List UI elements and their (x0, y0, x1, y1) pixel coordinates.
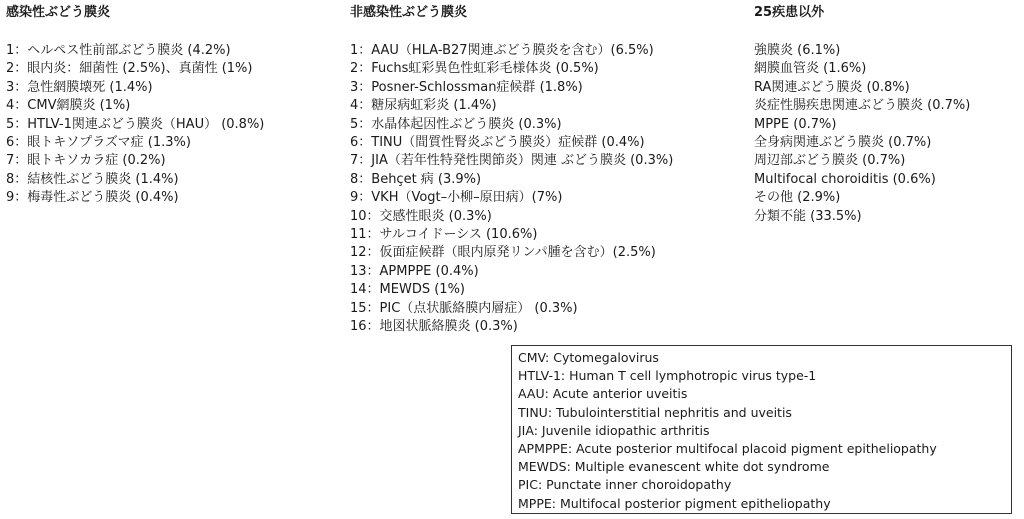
list-item: 3：急性網膜壊死 (1.4%) (6, 79, 153, 95)
list-item: 1：AAU（HLA-B27関連ぶどう膜炎を含む）(6.5%) (350, 43, 654, 58)
abbreviation-item: TINU: Tubulointerstitial nephritis and uveitis (518, 404, 792, 420)
abbreviation-item: MPPE: Multifocal posterior pigment epitheliopathy (518, 495, 831, 511)
list-item: 5：HTLV-1関連ぶどう膜炎（HAU） (0.8%) (6, 116, 265, 132)
list-item: 2：眼内炎：細菌性 (2.5%)、真菌性 (1%) (6, 61, 253, 77)
abbreviation-item: AAU: Acute anterior uveitis (518, 386, 688, 402)
list-item: その他 (2.9%) (754, 190, 841, 206)
list-item: 9：梅毒性ぶどう膜炎 (0.4%) (6, 190, 179, 206)
list-item: 4：糖尿病虹彩炎 (1.4%) (350, 98, 497, 114)
other-diseases-title: 25疾患以外 (754, 5, 825, 20)
abbreviation-item: CMV: Cytomegalovirus (518, 350, 659, 365)
other-diseases-column (754, 4, 1022, 226)
abbreviation-item: APMPPE: Acute posterior multifocal placoid pigment epitheliopathy (518, 441, 937, 457)
noninfectious-uveitis-title: 非感染性ぶどう膜炎 (350, 5, 468, 20)
list-item: 15：PIC（点状脈絡膜内層症） (0.3%) (350, 300, 578, 316)
list-item: 10：交感性眼炎 (0.3%) (350, 208, 492, 224)
list-item: 12：仮面症候群（眼内原発リンパ腫を含む）(2.5%) (350, 245, 656, 261)
list-item: 1：ヘルペス性前部ぶどう膜炎 (4.2%) (6, 43, 231, 58)
list-item: 7：眼トキソカラ症 (0.2%) (6, 153, 166, 169)
list-item: 強膜炎 (6.1%) (754, 43, 841, 58)
abbreviation-item: PIC: Punctate inner choroidopathy (518, 477, 732, 493)
list-item: RA関連ぶどう膜炎 (0.8%) (754, 79, 910, 95)
list-item: 分類不能 (33.5%) (754, 208, 862, 224)
other-diseases-list (754, 42, 1022, 226)
list-item: 6：眼トキソプラズマ症 (1.3%) (6, 135, 191, 151)
list-item: MPPE (0.7%) (754, 116, 837, 132)
infectious-uveitis-list (6, 42, 336, 208)
list-item: 8：結核性ぶどう膜炎 (1.4%) (6, 171, 179, 187)
list-item: 全身病関連ぶどう膜炎 (0.7%) (754, 135, 932, 151)
list-item: 8：Behçet 病 (3.9%) (350, 171, 482, 187)
list-item: 6：TINU（間質性腎炎ぶどう膜炎）症候群 (0.4%) (350, 135, 645, 151)
list-item: 周辺部ぶどう膜炎 (0.7%) (754, 153, 906, 169)
list-item: 5：水晶体起因性ぶどう膜炎 (0.3%) (350, 116, 562, 132)
list-item: 4：CMV網膜炎 (1%) (6, 98, 131, 114)
infectious-uveitis-title: 感染性ぶどう膜炎 (6, 5, 111, 20)
infectious-uveitis-column (6, 4, 336, 208)
list-item: 9：VKH（Vogt–小柳–原田病）(7%) (350, 190, 563, 206)
list-item: 炎症性腸疾患関連ぶどう膜炎 (0.7%) (754, 98, 971, 114)
abbreviation-item: HTLV-1: Human T cell lymphotropic virus type-1 (518, 368, 817, 384)
abbreviations-list (518, 349, 1005, 513)
list-item: 2：Fuchs虹彩異色性虹彩毛様体炎 (0.5%) (350, 61, 599, 77)
noninfectious-uveitis-list (350, 42, 740, 337)
list-item: 11：サルコイドーシス (10.6%) (350, 227, 538, 243)
abbreviations-legend (511, 345, 1012, 514)
list-item: 16：地図状脈絡膜炎 (0.3%) (350, 319, 518, 335)
list-item: 14：MEWDS (1%) (350, 282, 465, 298)
abbreviation-item: MEWDS: Multiple evanescent white dot syndrome (518, 459, 830, 475)
list-item: 3：Posner-Schlossman症候群 (1.8%) (350, 79, 583, 95)
list-item: 網膜血管炎 (1.6%) (754, 61, 867, 77)
noninfectious-uveitis-column (350, 4, 740, 337)
abbreviation-item: JIA: Juvenile idiopathic arthritis (518, 422, 710, 438)
list-item: Multifocal choroiditis (0.6%) (754, 171, 936, 187)
list-item: 13：APMPPE (0.4%) (350, 263, 479, 279)
list-item: 7：JIA（若年性特発性関節炎）関連 ぶどう膜炎 (0.3%) (350, 153, 674, 169)
